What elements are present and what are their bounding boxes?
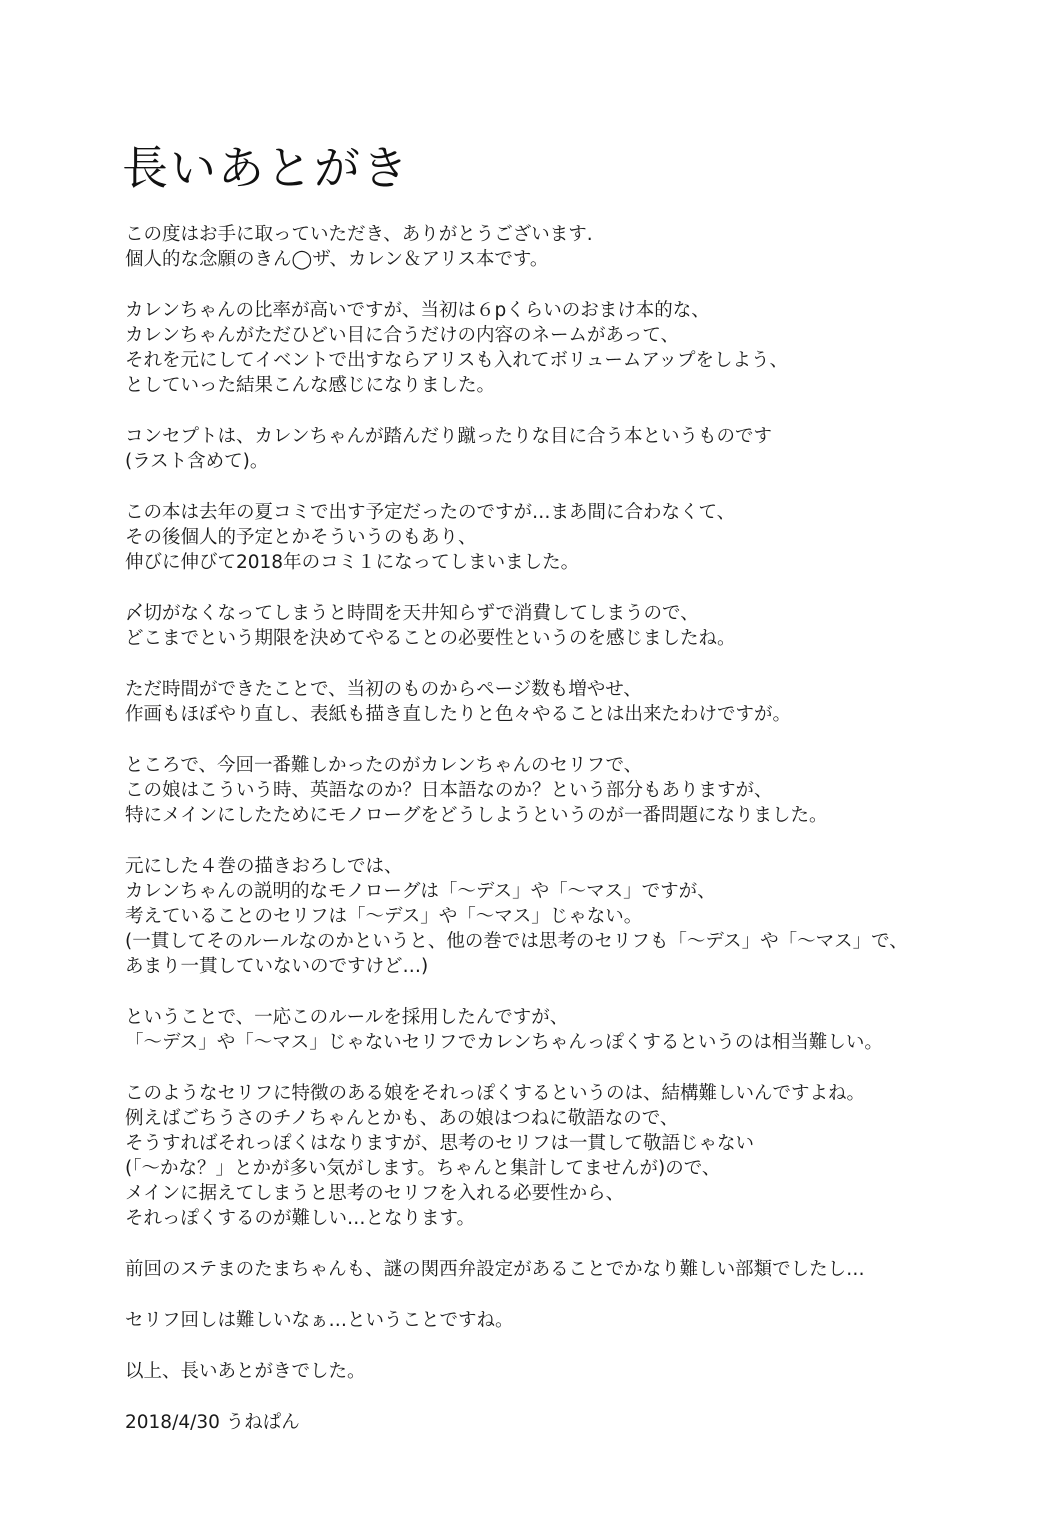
- paragraph: [125, 424, 1005, 474]
- text-line: カレンちゃんの比率が高いですが、当初は６pくらいのおまけ本的な、: [125, 300, 710, 321]
- text-line: セリフ回しは難しいなぁ…ということですね。: [125, 1310, 514, 1331]
- text-line: 個人的な念願のきん◯ザ、カレン＆アリス本です。: [125, 249, 549, 270]
- text-line: 作画もほぼやり直し、表紙も描き直したりと色々やることは出来たわけですが。: [125, 704, 792, 725]
- paragraph: [125, 677, 1005, 727]
- text-line: どこまでという期限を決めてやることの必要性というのを感じましたね。: [125, 628, 736, 649]
- paragraph: [125, 500, 1005, 575]
- paragraph: [125, 601, 1005, 651]
- paragraph: [125, 1005, 1005, 1055]
- text-line: ただ時間ができたことで、当初のものからページ数も増やせ、: [125, 679, 642, 700]
- text-line: 前回のステまのたまちゃんも、謎の関西弁設定があることでかなり難しい部類でしたし…: [125, 1259, 865, 1280]
- text-line: 元にした４巻の描きおろしでは、: [125, 856, 403, 877]
- text-line: 考えていることのセリフは「～デス」や「～マス」じゃない。: [125, 906, 643, 927]
- text-line: 2018/4/30 うねぱん: [125, 1412, 300, 1433]
- text-line: 以上、長いあとがきでした。: [125, 1361, 366, 1382]
- text-line: カレンちゃんがただひどい目に合うだけの内容のネームがあって、: [125, 325, 679, 346]
- text-line: (ラスト含めて)。: [125, 451, 269, 472]
- text-line: この本は去年の夏コミで出す予定だったのですが…まあ間に合わなくて、: [125, 502, 736, 523]
- paragraph: [125, 298, 1005, 398]
- text-line: としていった結果こんな感じになりました。: [125, 375, 496, 396]
- text-line: (一貫してそのルールなのかというと、他の巻では思考のセリフも「～デス」や「～マス」で、: [125, 931, 908, 952]
- paragraph: [125, 1081, 1005, 1231]
- paragraph: [125, 1359, 1005, 1384]
- paragraph: [125, 753, 1005, 828]
- text-line: そうすればそれっぽくはなりますが、思考のセリフは一貫して敬語じゃない: [125, 1133, 755, 1154]
- text-line: メインに据えてしまうと思考のセリフを入れる必要性から、: [125, 1183, 625, 1204]
- paragraph: [125, 222, 1005, 272]
- text-line: この娘はこういう時、英語なのか？日本語なのか？という部分もありますが、: [125, 780, 773, 801]
- afterword-body: [125, 222, 1005, 1461]
- text-line: 特にメインにしたためにモノローグをどうしようというのが一番問題になりました。: [125, 805, 828, 826]
- text-line: 〆切がなくなってしまうと時間を天井知らずで消費してしまうので、: [125, 603, 699, 624]
- text-line: コンセプトは、カレンちゃんが踏んだり蹴ったりな目に合う本というものです: [125, 426, 773, 447]
- page-title: 長いあとがき: [122, 141, 410, 195]
- text-line: それを元にしてイベントで出すならアリスも入れてボリュームアップをしよう、: [125, 350, 789, 371]
- text-line: 「～デス」や「～マス」じゃないセリフでカレンちゃんっぽくするというのは相当難しい。: [125, 1032, 883, 1053]
- text-line: この度はお手に取っていただき、ありがとうございます.: [125, 224, 593, 245]
- text-line: (「～かな？」とかが多い気がします。ちゃんと集計してませんが)ので、: [125, 1158, 721, 1179]
- paragraph: [125, 1308, 1005, 1333]
- text-line: このようなセリフに特徴のある娘をそれっぽくするというのは、結構難しいんですよね。: [125, 1083, 866, 1104]
- paragraph: [125, 1410, 1005, 1435]
- text-line: カレンちゃんの説明的なモノローグは「～デス」や「～マス」ですが、: [125, 881, 716, 902]
- text-line: ということで、一応このルールを採用したんですが、: [125, 1007, 569, 1028]
- paragraph: [125, 1257, 1005, 1282]
- text-line: 例えばごちうさのチノちゃんとかも、あの娘はつねに敬語なので、: [125, 1108, 679, 1129]
- text-line: 伸びに伸びて2018年のコミ１になってしまいました。: [125, 552, 580, 573]
- paragraph: [125, 854, 1005, 979]
- text-line: あまり一貫していないのですけど…): [125, 956, 429, 977]
- text-line: その後個人的予定とかそういうのもあり、: [125, 527, 477, 548]
- text-line: ところで、今回一番難しかったのがカレンちゃんのセリフで、: [125, 755, 643, 776]
- text-line: それっぽくするのが難しい…となります。: [125, 1208, 476, 1229]
